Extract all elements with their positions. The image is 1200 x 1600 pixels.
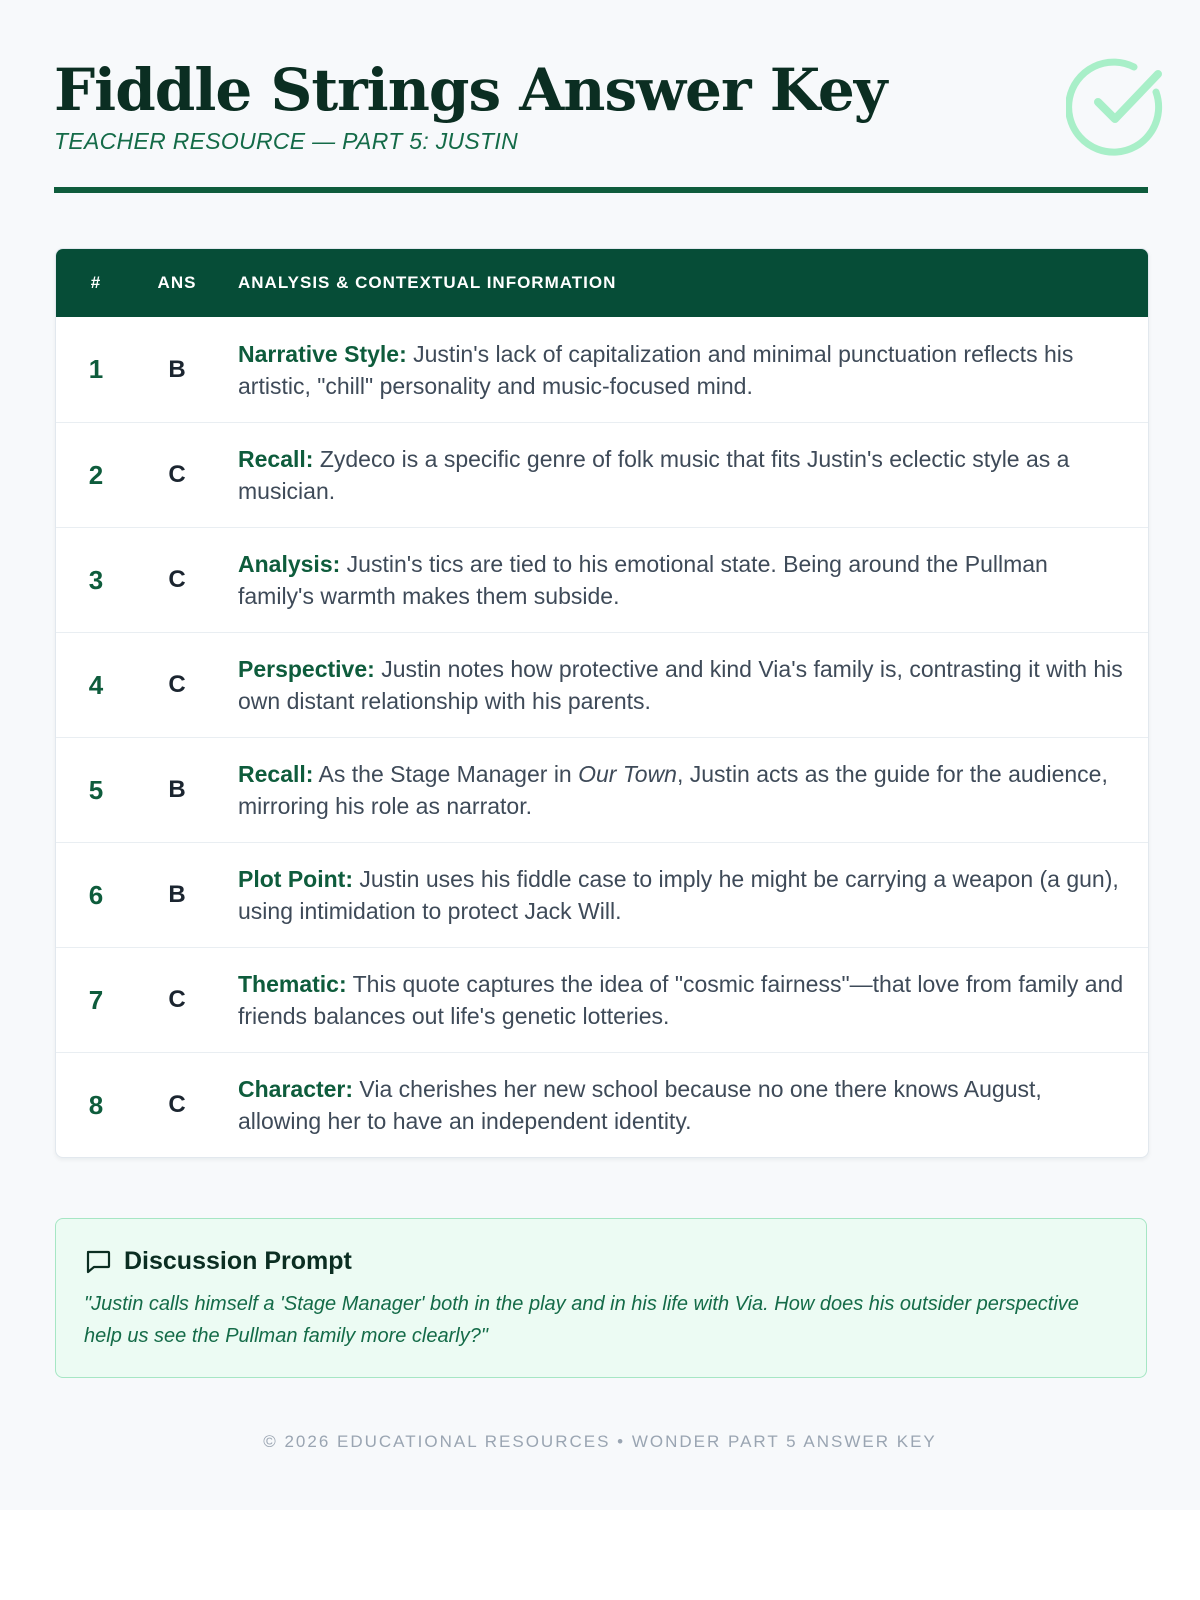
answer-letter: B (168, 355, 186, 383)
answer-letter: C (168, 986, 186, 1013)
analysis-text (218, 653, 1148, 717)
analysis-label: Narrative Style: (238, 340, 407, 367)
page-footer: © 2026 EDUCATIONAL RESOURCES • WONDER PART 5 ANSWER KEY (263, 1432, 937, 1451)
answer-table (55, 248, 1149, 1158)
chat-bubble-icon (84, 1248, 112, 1276)
discussion-prompt-header (84, 1247, 1118, 1276)
column-header-answer: ANS (157, 273, 197, 292)
question-number: 8 (88, 1089, 104, 1120)
analysis-text (218, 1073, 1148, 1137)
answer-letter: C (168, 1091, 186, 1118)
question-number: 5 (88, 774, 104, 805)
analysis-label: Analysis: (238, 551, 341, 577)
answer-letter: C (168, 461, 186, 488)
table-row (56, 842, 1148, 947)
column-header-analysis: ANALYSIS & CONTEXTUAL INFORMATION (238, 273, 617, 292)
table-body (56, 317, 1148, 1157)
analysis-label: Recall: (238, 761, 314, 787)
analysis-label: Plot Point: (238, 866, 353, 892)
table-row (56, 947, 1148, 1052)
question-number: 1 (88, 354, 104, 384)
question-number: 3 (88, 564, 104, 595)
question-number: 2 (88, 459, 104, 490)
analysis-body-after: , Justin acts as the guide for the audience, mirroring his role as narrator. (238, 761, 1108, 819)
table-row (56, 1052, 1148, 1157)
analysis-text (218, 758, 1148, 822)
analysis-body: Justin's lack of capitalization and minimal punctuation reflects his artistic, "chill" personality and music-focused mind. (238, 340, 1074, 399)
answer-letter: B (168, 881, 186, 908)
analysis-label: Thematic: (238, 971, 347, 997)
header-divider (54, 187, 1148, 193)
analysis-label: Perspective: (238, 656, 375, 682)
analysis-text (218, 968, 1148, 1032)
table-row (56, 317, 1148, 422)
discussion-prompt-text: "Justin calls himself a 'Stage Manager' both in the play and in his life with Via. How does his outsider perspective help us see the Pullman family more clearly?" (84, 1293, 1079, 1347)
discussion-prompt-title: Discussion Prompt (124, 1247, 352, 1275)
analysis-body: Justin uses his fiddle case to imply he might be carrying a weapon (a gun), using intimidation to protect Jack Will. (238, 866, 1119, 924)
analysis-text (218, 338, 1148, 402)
answer-letter: C (168, 566, 186, 593)
analysis-label: Character: (238, 1076, 354, 1102)
question-number: 4 (88, 669, 104, 700)
analysis-label: Recall: (238, 446, 314, 472)
page-title: Fiddle Strings Answer Key (54, 56, 887, 124)
table-header (56, 249, 1148, 317)
analysis-body-before: As the Stage Manager in (313, 761, 579, 787)
discussion-prompt-box (55, 1218, 1147, 1378)
analysis-text (218, 548, 1148, 612)
page-subtitle: TEACHER RESOURCE — PART 5: JUSTIN (54, 128, 519, 154)
question-number: 7 (88, 984, 104, 1015)
table-row (56, 422, 1148, 527)
analysis-body: Via cherishes her new school because no one there knows August, allowing her to have an independent identity. (238, 1076, 1042, 1134)
analysis-body: Justin's tics are tied to his emotional state. Being around the Pullman family's warmth makes them subside. (238, 551, 1048, 609)
answer-letter: C (168, 671, 186, 698)
question-number: 6 (88, 879, 104, 910)
table-row (56, 737, 1148, 842)
page-header (54, 52, 1148, 155)
analysis-text (218, 863, 1148, 927)
analysis-body: This quote captures the idea of "cosmic fairness"—that love from family and friends balances out life's genetic lotteries. (238, 971, 1124, 1029)
table-row (56, 632, 1148, 737)
answer-letter: B (168, 776, 186, 803)
analysis-body: Justin notes how protective and kind Via's family is, contrasting it with his own distant relationship with his parents. (238, 656, 1123, 714)
play-title: Our Town (578, 761, 677, 787)
column-header-number: # (90, 273, 102, 292)
table-row (56, 527, 1148, 632)
check-circle-icon (1066, 56, 1168, 158)
analysis-text (218, 443, 1148, 507)
analysis-body: Zydeco is a specific genre of folk music that fits Justin's eclectic style as a musician. (238, 446, 1070, 504)
